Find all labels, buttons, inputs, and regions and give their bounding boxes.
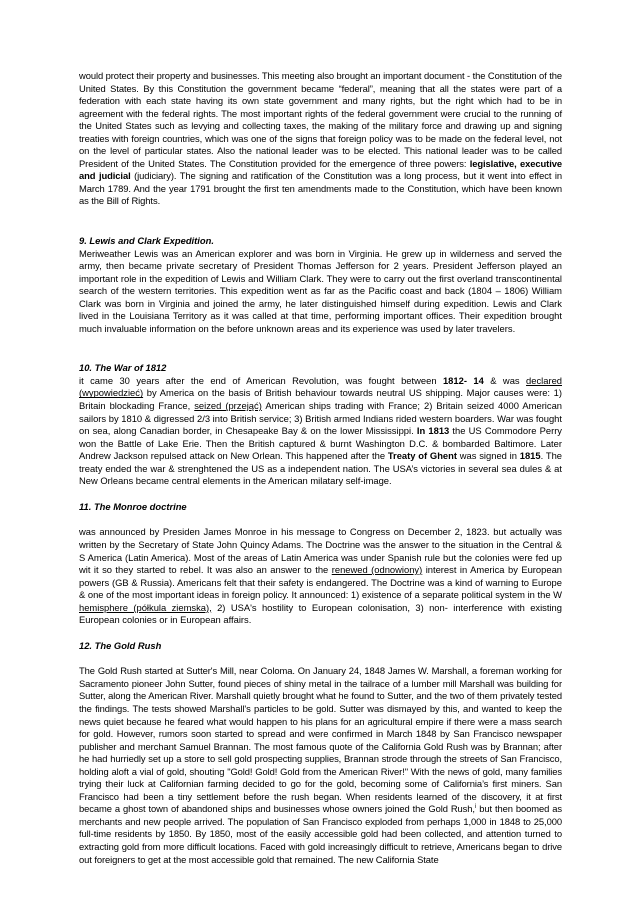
section-9-body: Meriweather Lewis was an American explorer and was born in Virginia. He grew up in wilderness and served the army, then became private secretary of President Thomas Jefferson for 2 years. President Jefferson played an important role in the expedition of Lewis and William Clark. They were to carry out the first overland transcontinental search of the western territories. This expedition went as far as the Pacific coast and back (1804 – 1806) William Clark was born in Virginia and joined the army, he later distinguished himself during expedition. Lewis and Clark lived in the Louisiana Territory as it was called at that time, performing important offices. Their expedition brought much invaluable information on the before unknown areas and its experience was used by later travelers. <box>79 247 562 334</box>
declared-underlined: declared (wypowiedzieć) <box>79 374 562 399</box>
section-10-body: it came 30 years after the end of American Revolution, was fought between 1812- 14 & was declared (wypowiedzieć) by America on the basis of British behaviour towards neutral US shipping. Major causes were: 1) Britain blockading France, seized (przejąć) American ships trading with France; 2) Britain seized 4000 American sailors by 1810 & digressed 2/3 into British service; 3) British armed Indians rided western boarders. War was fought on sea, along Canadian border, in Chesapeake Bay & on the lower Mississippi. In 1813 the US Commodore Perry won the Battle of Lake Erie. Then the British captured & burnt Washington D.C. & bombarded Baltimore. Later Andrew Jackson repulsed attack on New Orlean. This happened after the Treaty of Ghent was signed in 1815. The treaty ended the war & strenghtened the US as a independent nation. The USA’s victories in several sea dules & at New Orleans became central elements in the American milatary self-image. <box>79 374 563 487</box>
intro-text-2: (judiciary). The signing and ratification of the Constitution was a long process, but it went into effect in March 1789. And the year 1791 brought the first ten amendments made to the Constitution, which have been known as the Bill of Rights. <box>79 170 562 207</box>
section-11-body: was announced by Presiden James Monroe in his message to Congress on December 2, 1823. but actually was written by the Secretary of State John Quincy Adams. The Doctrine was the answer to the situation in the Central & S America (Latin America). Most of the areas of Latin America was under Spanish rule but the colonies were fed up wit it so they started to rebel. It was also an answer to the renewed (odnowiony) interest in America by European powers (GB & Russia). Americans felt that their safety is endangered. The Doctrine was a kind of warning to Europe & one of the most important ideas in foreign policy. It announced: 1) existence of a separate political system in the W hemisphere (półkula ziemska), 2) USA's hostility to European colonisation, 3) non- interference with existing European colonies or in European affairs. <box>79 526 562 626</box>
section-11-heading: 11. The Monroe doctrine <box>79 500 187 512</box>
renewed-underlined: renewed (odnowiony) <box>331 564 423 576</box>
three-powers-bold: legislative, executive and judicial <box>79 157 562 182</box>
section-9-heading: 9. Lewis and Clark Expedition. <box>79 235 214 247</box>
hemisphere-underlined: hemisphere (półkula ziemska), <box>79 601 212 613</box>
section-12-heading: 12. The Gold Rush <box>79 639 162 651</box>
intro-paragraph <box>79 70 562 208</box>
section-12-body: The Gold Rush started at Sutter's Mill, near Coloma. On January 24, 1848 James W. Marshall, a foreman working for Sacramento pioneer John Sutter, found pieces of shiny metal in the tailrace of a lumber mill Marshall was building for Sutter, along the American River. Marshall quietly brought what he found to Sutter, and the two of them privately tested the findings. The tests showed Marshall's particles to be gold. Sutter was dismayed by this, and wanted to keep the news quiet because he feared what would happen to his plans for an agricultural empire if there were a mass search for gold. However, rumors soon started to spread and were confirmed in March 1848 by San Francisco newspaper publisher and merchant Samuel Brannan. The most famous quote of the California Gold Rush was by Brannan; after he had hurriedly set up a store to sell gold prospecting supplies, Brannan strode through the streets of San Francisco, holding aloft a vial of gold, shouting "Gold! Gold! Gold from the American River!" With the news of gold, many families trying their luck at Californian farming decided to go for the gold, becoming some of California’s first miners. San Francisco had been a tiny settlement before the rush began. When residents learned of the discovery, it at first became a ghost town of abandoned ships and businesses whose owners joined the Gold Rush,$^i$ but then boomed as merchants and new people arrived. The population of San Francisco exploded from perhaps 1,000 in 1848 to 25,000 full-time residents by 1850. By 1850, most of the easily accessible gold had been collected, and attention turned to extracting gold from more difficult locations. Faced with gold increasingly difficult to retrieve, Americans began to drive out foreigners to get at the most accessible gold that remained. The new California State <box>79 665 562 865</box>
seized-underlined: seized (przejąć) <box>194 400 262 412</box>
treaty-of-ghent-bold: Treaty of Ghent <box>387 450 457 462</box>
section-10-heading: 10. The War of 1812 <box>79 362 167 374</box>
in-1813-bold: In 1813 <box>416 425 450 437</box>
war-years-bold: 1812- 14 <box>442 374 484 386</box>
document-page <box>79 70 562 866</box>
footnote-marker: i <box>474 804 477 811</box>
intro-text-1: would protect their property and businesses. This meeting also brought an important document - the Constitution of the United States. By this Constitution the government became “federal”, meaning that all the states were part of a federation with each state having its own state government and many rights, but the right which had to be in agreement with the federal rights. The most important rights of the federal government were crucial to the running of the United States such as levying and collecting taxes, the making of the military force and drawing up and signing treaties with foreign countries, which was one of the signs that foreign policy was to be made on the federal level, not on the level of particular states. Also the national leader was to be elected. This national leader was to be called President of the United States. The Constitution provided for the emergence of three powers: <box>79 70 562 169</box>
year-1815-bold: 1815 <box>519 450 541 462</box>
